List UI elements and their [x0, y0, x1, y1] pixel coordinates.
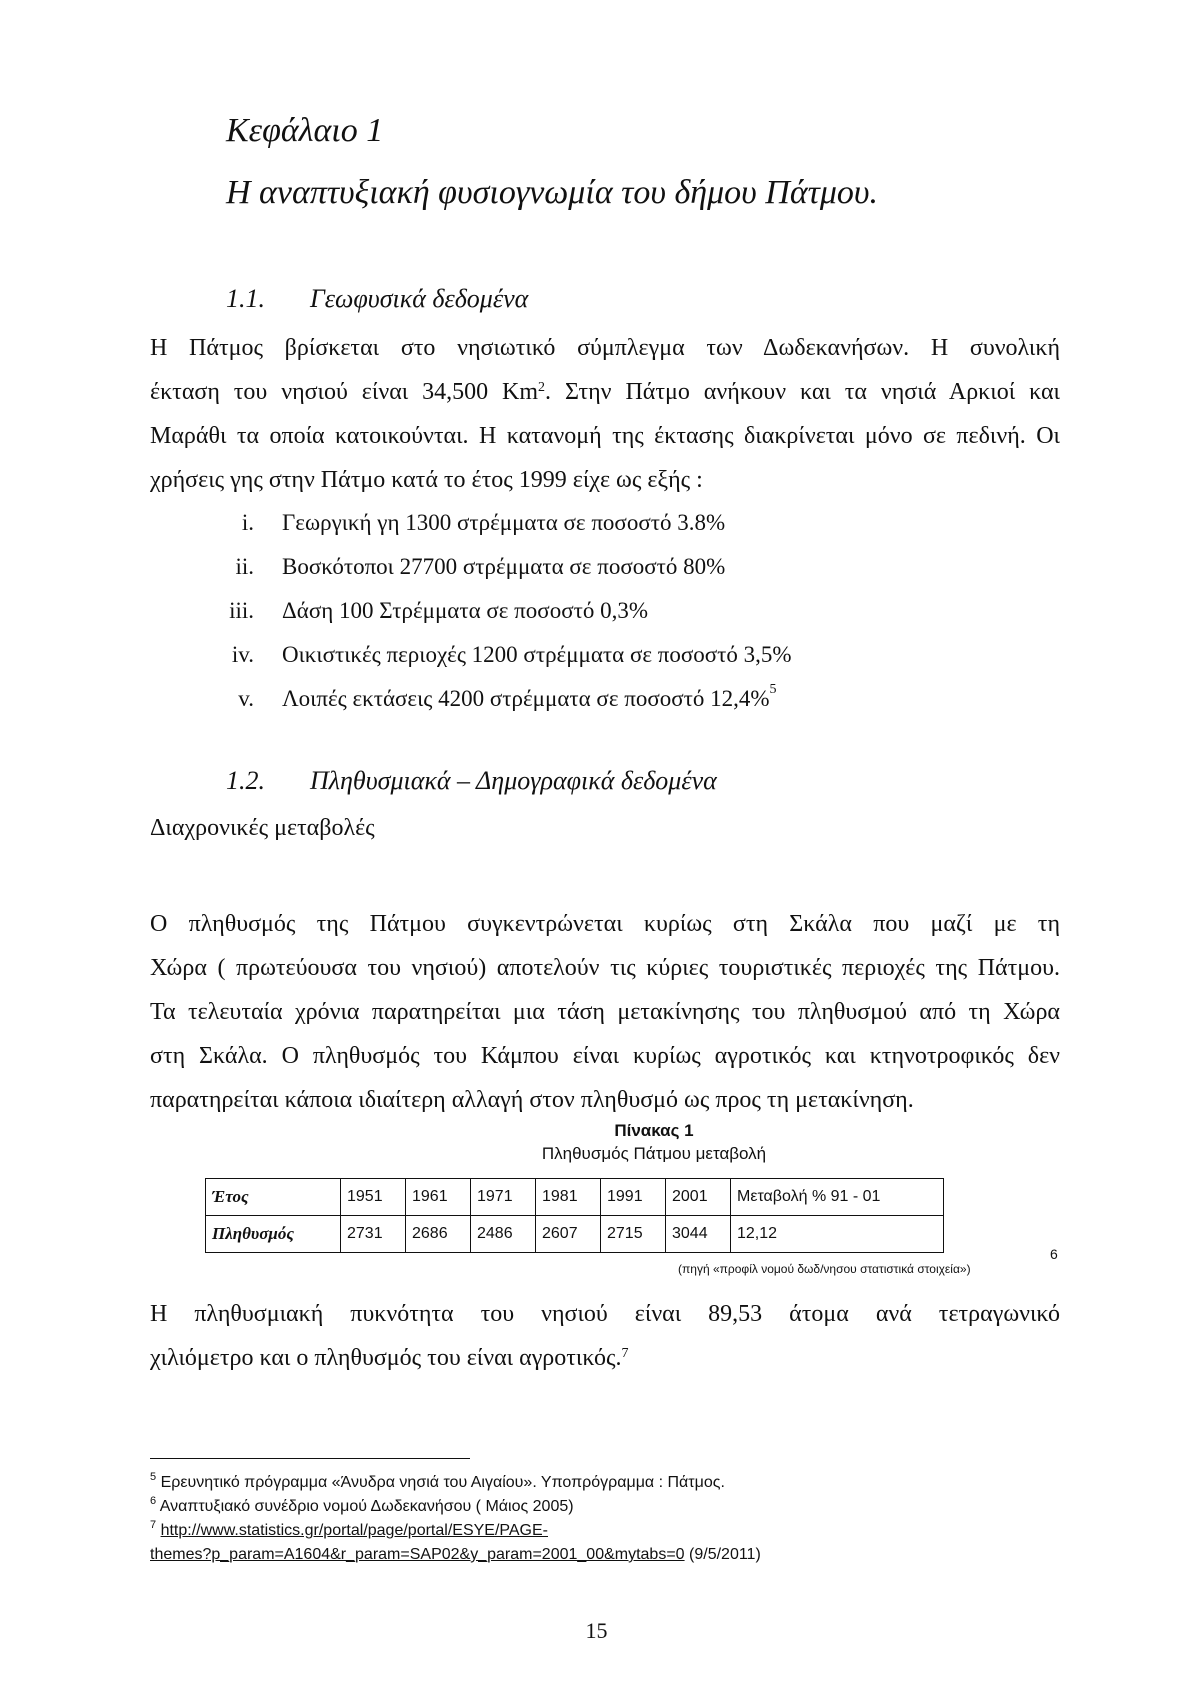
footnote-7-link[interactable]: http://www.statistics.gr/portal/page/portal/ESYE/PAGE- — [160, 1522, 548, 1539]
paragraph-2-line-5: παρατηρείται κάποια ιδιαίτερη αλλαγή στον πληθυσμό ως προς τη μετακίνηση. — [150, 1087, 914, 1113]
list-item-4-text: Οικιστικές περιοχές 1200 στρέμματα σε ποσοστό 3,5% — [282, 642, 792, 667]
footnote-7-link-continued[interactable]: themes?p_param=A1604&r_param=SAP02&y_param=2001_00&mytabs=0 — [150, 1546, 685, 1563]
paragraph-2-line-4: στη Σκάλα. Ο πληθυσμός του Κάμπου είναι κυρίως αγροτικός και κτηνοτροφικός δεν — [150, 1043, 1060, 1069]
table-caption-title: Πίνακας 1 — [614, 1121, 694, 1140]
table-cell-year: 2001 — [666, 1179, 731, 1216]
footnote-ref-5: 5 — [769, 682, 777, 697]
paragraph-2-line-3: Τα τελευταία χρόνια παρατηρείται μια τάση μετακίνησης του πληθυσμού από τη Χώρα — [150, 999, 1060, 1025]
list-item-5-text: Λοιπές εκτάσεις 4200 στρέμματα σε ποσοστό 12,4%$^5$ — [282, 682, 777, 711]
table-header-year: Έτος — [206, 1179, 341, 1216]
section-1-number: 1.1. — [226, 284, 265, 313]
chapter-label: Κεφάλαιο 1 — [226, 112, 384, 149]
table-cell-population: 2486 — [471, 1216, 536, 1253]
page-number: 15 — [585, 1618, 608, 1643]
paragraph-1-line-4: χρήσεις γης στην Πάτμο κατά το έτος 1999 είχε ως εξής : — [150, 467, 703, 493]
table-source: (πηγή «προφίλ νομού δωδ/νησου στατιστικά στοιχεία») — [678, 1262, 971, 1276]
table-header-population: Πληθυσμός — [206, 1216, 341, 1253]
list-item-3-number: iii. — [229, 598, 254, 623]
table-header-change: Μεταβολή % 91 - 01 — [731, 1179, 944, 1216]
table-cell-population: 3044 — [666, 1216, 731, 1253]
paragraph-1-line-3: Μαράθι τα οποία κατοικούνται. Η κατανομή της έκτασης διακρίνεται μόνο σε πεδινή. Οι — [150, 423, 1060, 449]
paragraph-1-line-2: έκταση του νησιού είναι 34,500 Km$^2$. Στην Πάτμο ανήκουν και τα νησιά Αρκιοί και — [150, 379, 1060, 405]
table-cell-year: 1991 — [601, 1179, 666, 1216]
superscript-2: 2 — [538, 380, 546, 395]
chapter-title: Η αναπτυξιακή φυσιογνωμία του δήμου Πάτμου. — [226, 174, 879, 211]
paragraph-2-line-2: Χώρα ( πρωτεύουσα του νησιού) αποτελούν τις κύριες τουριστικές περιοχές της Πάτμου. — [150, 955, 1060, 981]
table-cell-population: 2607 — [536, 1216, 601, 1253]
footnote-ref-7: 7 — [621, 1346, 629, 1361]
footnote-divider — [150, 1458, 470, 1459]
table-cell-population: 2715 — [601, 1216, 666, 1253]
footnote-5: $^5$ Ερευνητικό πρόγραμμα «Άνυδρα νησιά του Αιγαίου». Υποπρόγραμμα : Πάτμος. — [150, 1471, 725, 1491]
list-item-1-number: i. — [241, 510, 254, 535]
table-row-years — [206, 1179, 944, 1216]
table-cell-population: 2686 — [406, 1216, 471, 1253]
table-cell-year: 1961 — [406, 1179, 471, 1216]
table-cell-year: 1951 — [341, 1179, 406, 1216]
footnote-6: $^6$ Αναπτυξιακό συνέδριο νομού Δωδεκανήσου ( Μάιος 2005) — [150, 1495, 574, 1515]
table-row-population — [206, 1216, 944, 1253]
list-item-2-text: Βοσκότοποι 27700 στρέμματα σε ποσοστό 80% — [282, 554, 726, 579]
table-cell-change: 12,12 — [731, 1216, 944, 1253]
density-line-1: Η πληθυσμιακή πυκνότητα του νησιού είναι 89,53 άτομα ανά τετραγωνικό — [150, 1301, 1060, 1327]
table-source-footnote-ref: 6 — [1050, 1246, 1058, 1262]
population-table — [205, 1178, 944, 1253]
section-2-heading: Πληθυσμιακά – Δημογραφικά δεδομένα — [310, 766, 717, 795]
table-cell-population: 2731 — [341, 1216, 406, 1253]
footnote-7-continued: themes?p_param=A1604&r_param=SAP02&y_param=2001_00&mytabs=0 (9/5/2011) — [150, 1546, 761, 1563]
paragraph-2-line-1: Ο πληθυσμός της Πάτμου συγκεντρώνεται κυρίως στη Σκάλα που μαζί με τη — [150, 911, 1060, 937]
table-cell-year: 1971 — [471, 1179, 536, 1216]
section-1-heading: Γεωφυσικά δεδομένα — [310, 284, 529, 313]
list-item-5-number: v. — [238, 686, 254, 711]
paragraph-1-line-1: Η Πάτμος βρίσκεται στο νησιωτικό σύμπλεγμα των Δωδεκανήσων. Η συνολική — [150, 335, 1060, 361]
section-2-number: 1.2. — [226, 766, 265, 795]
footnote-7: $^7$ http://www.statistics.gr/portal/page/portal/ESYE/PAGE- — [150, 1519, 548, 1539]
list-item-1-text: Γεωργική γη 1300 στρέμματα σε ποσοστό 3.8% — [282, 510, 726, 535]
list-item-4-number: iv. — [231, 642, 254, 667]
table-caption-subtitle: Πληθυσμός Πάτμου μεταβολή — [541, 1144, 767, 1163]
density-line-2: χιλιόμετρο και ο πληθυσμός του είναι αγροτικός.$^7$ — [150, 1345, 629, 1371]
section-2-subheading: Διαχρονικές μεταβολές — [150, 815, 375, 841]
list-item-2-number: ii. — [235, 554, 254, 579]
table-cell-year: 1981 — [536, 1179, 601, 1216]
list-item-3-text: Δάση 100 Στρέμματα σε ποσοστό 0,3% — [282, 598, 648, 623]
